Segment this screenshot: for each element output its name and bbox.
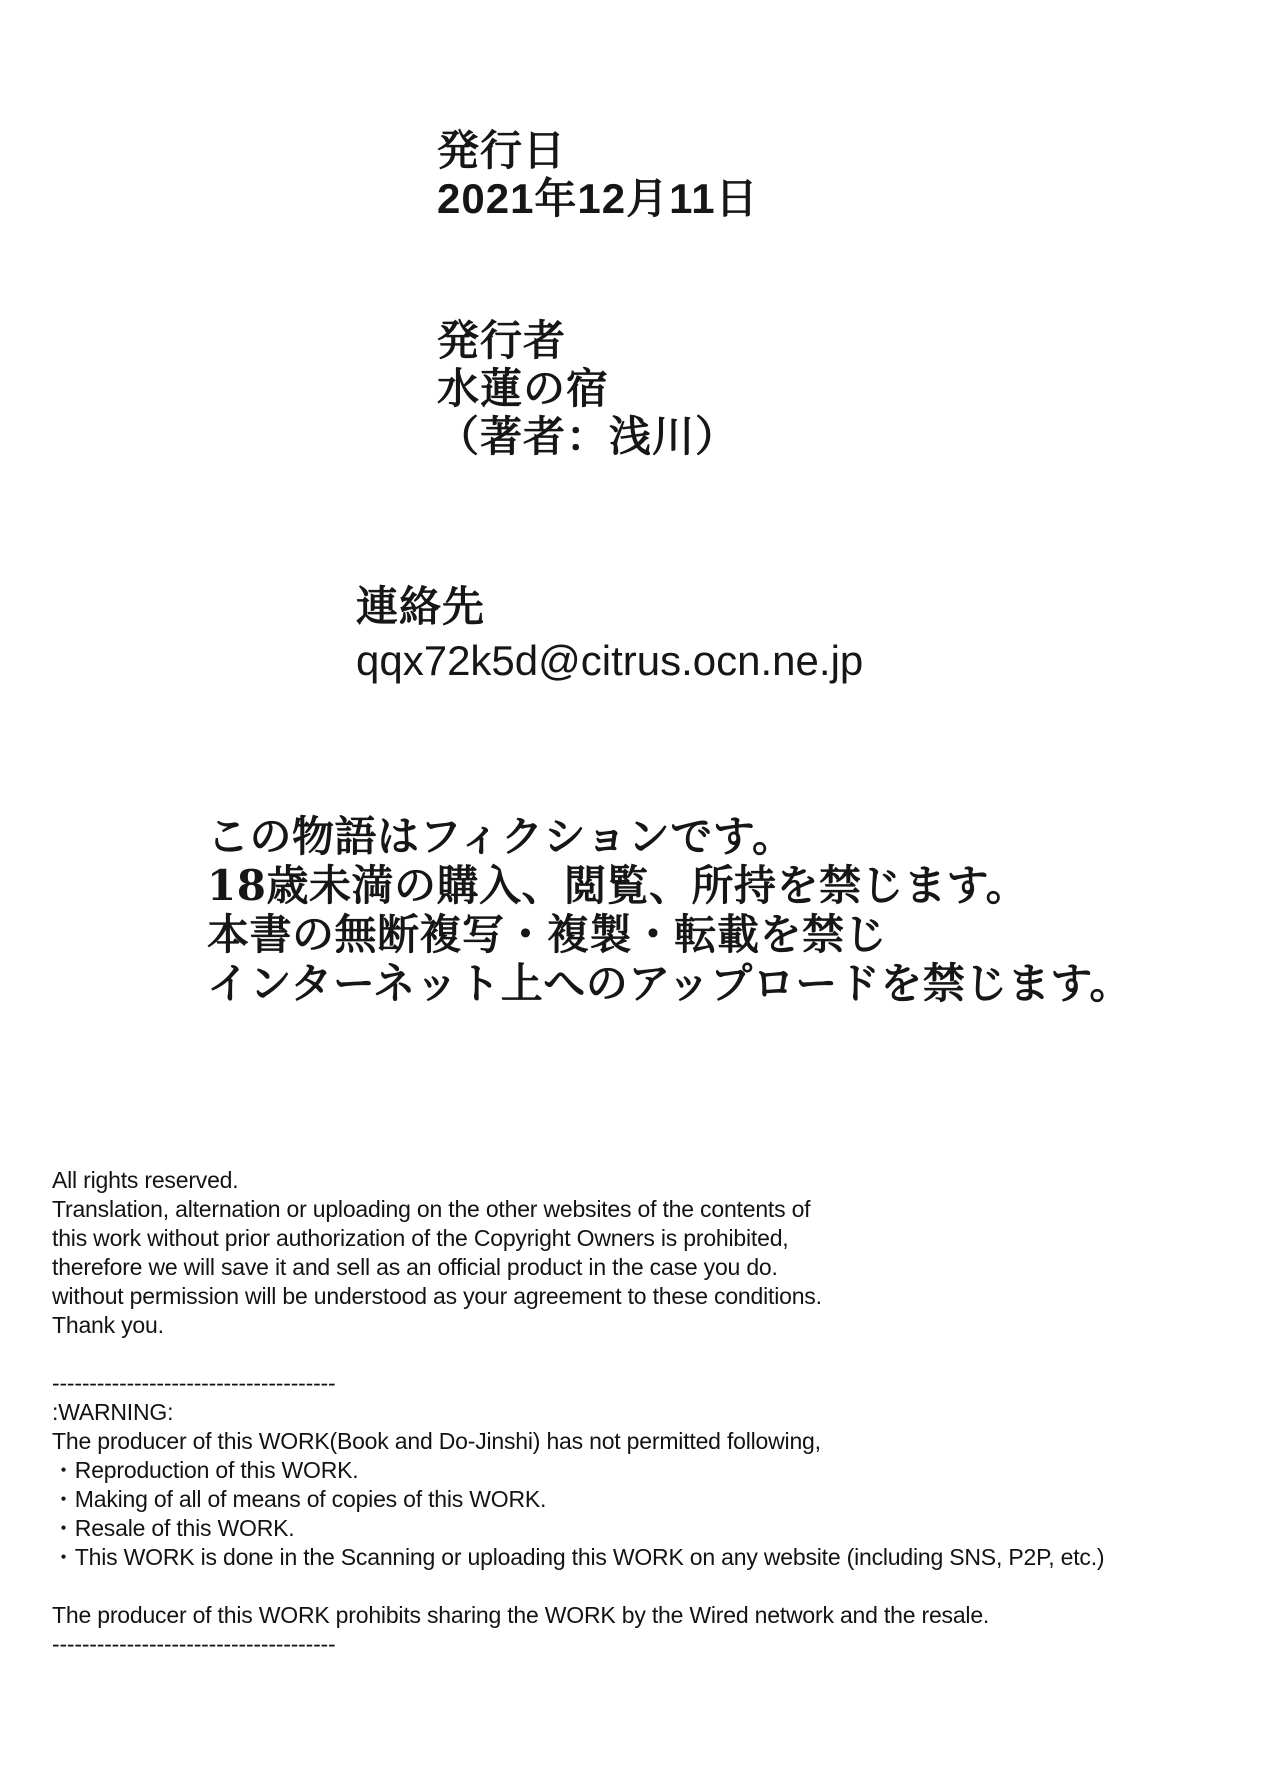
jp-notice-line: 18歳未満の購入、閲覧、所持を禁じます。: [207, 861, 1029, 910]
english-notice-block: [52, 1166, 1104, 1659]
en-notice-line: Thank you.: [52, 1312, 164, 1338]
contact-email: qqx72k5d@citrus.ocn.ne.jp: [356, 637, 864, 684]
en-notice-line: All rights reserved.: [52, 1167, 239, 1193]
en-notice-warning-heading: :WARNING:: [52, 1399, 174, 1425]
publisher-author-note: （著者：浅川）: [437, 413, 739, 460]
en-notice-line: Translation, alternation or uploading on the other websites of the contents of: [52, 1196, 811, 1222]
en-notice-bullet-line: ・Making of all of means of copies of this WORK.: [52, 1486, 547, 1512]
en-notice-divider-dashes: --------------------------------------: [52, 1631, 336, 1657]
jp-notice-line: インターネット上へのアップロードを禁じます。: [207, 959, 1132, 1008]
publication-block: [437, 127, 759, 223]
en-notice-line: this work without prior authorization of the Copyright Owners is prohibited,: [52, 1225, 789, 1251]
contact-block: [356, 580, 863, 688]
en-notice-bullet-line: ・Resale of this WORK.: [52, 1515, 295, 1541]
jp-notice-line: 本書の無断複写・複製・転載を禁じ: [207, 910, 888, 959]
contact-heading: 連絡先: [356, 583, 486, 630]
publisher-heading: 発行者: [437, 317, 567, 364]
japanese-notice-block: [207, 812, 1132, 1008]
publisher-block: [437, 317, 738, 461]
en-notice-line: The producer of this WORK(Book and Do-Jinshi) has not permitted following,: [52, 1428, 821, 1454]
en-notice-blank-line: [52, 1340, 1104, 1369]
en-notice-blank-line: [52, 1572, 1104, 1601]
en-notice-bullet-line: ・Reproduction of this WORK.: [52, 1457, 359, 1483]
en-notice-line: without permission will be understood as your agreement to these conditions.: [52, 1283, 822, 1309]
publication-date: 2021年12月11日: [437, 175, 759, 222]
publication-heading: 発行日: [437, 127, 567, 174]
en-notice-line: The producer of this WORK prohibits sharing the WORK by the Wired network and the resale.: [52, 1602, 990, 1628]
en-notice-bullet-line: ・This WORK is done in the Scanning or uploading this WORK on any website (including SNS, P2P, etc.): [52, 1544, 1105, 1570]
en-notice-line: therefore we will save it and sell as an official product in the case you do.: [52, 1254, 778, 1280]
jp-notice-line: この物語はフィクションです。: [207, 812, 795, 861]
publisher-circle-name: 水蓮の宿: [437, 365, 610, 412]
en-notice-divider-dashes: --------------------------------------: [52, 1370, 336, 1396]
